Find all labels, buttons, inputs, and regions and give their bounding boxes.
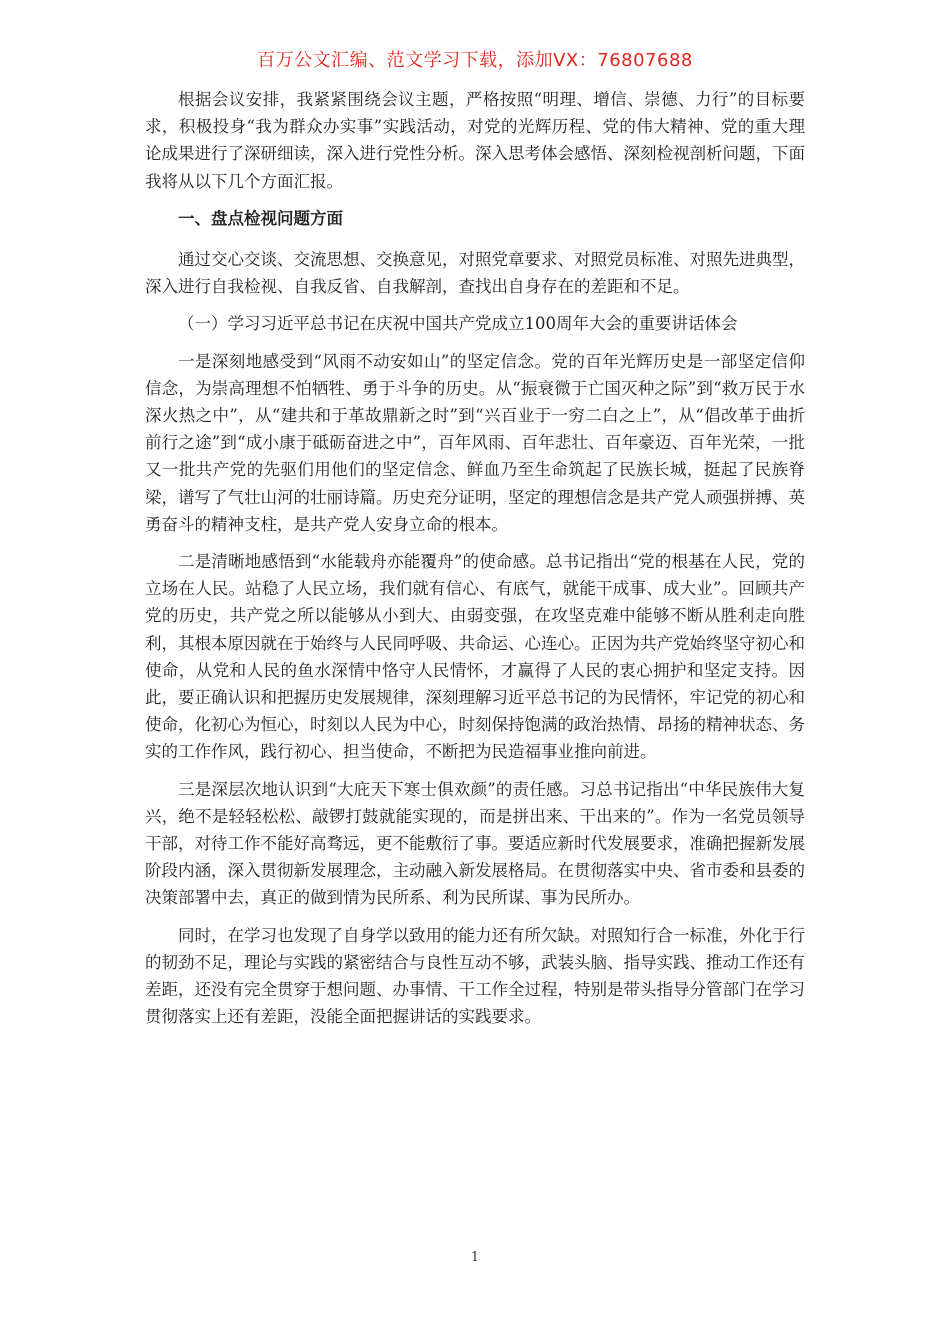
section-heading: 一、盘点检视问题方面 [178,208,343,228]
paragraph: 二是清晰地感悟到“水能载舟亦能覆舟”的使命感。总书记指出“党的根基在人民，党的立场在人民。站稳了人民立场，我们就有信心、有底气，就能干成事、成大业”。回顾共产党的历史，共产党之所以能够从小到大、由弱变强，在攻坚克难中能够不断从胜利走向胜利，其根本原因就在于始终与人民同呼吸、共命运、心连心。正因为共产党始终坚守初心和使命，从党和人民的鱼水深情中恪守人民情怀，才赢得了人民的衷心拥护和坚定支持。因此，要正确认识和把握历史发展规律，深刻理解习近平总书记的为民情怀，牢记党的初心和使命，化初心为恒心，时刻以人民为中心，时刻保持饱满的政治热情、昂扬的精神状态、务实的工作作风，践行初心、担当使命，不断把为民造福事业推向前进。 [145,552,805,762]
paragraph: 三是深层次地认识到“大庇天下寒士俱欢颜”的责任感。习总书记指出“中华民族伟大复兴，绝不是轻轻松松、敲锣打鼓就能实现的，而是拼出来、干出来的”。作为一名党员领导干部，对待工作不能好高骛远，更不能敷衍了事。要适应新时代发展要求，准确把握新发展阶段内涵，深入贯彻新发展理念，主动融入新发展格局。在贯彻落实中央、省市委和县委的决策部署中去，真正的做到情为民所系、利为民所谋、事为民所办。 [145,779,805,908]
paragraph: 一是深刻地感受到“风雨不动安如山”的坚定信念。党的百年光辉历史是一部坚定信仰信念，为崇高理想不怕牺牲、勇于斗争的历史。从“振衰微于亡国灭种之际”到“救万民于水深火热之中”，从“建共和于革故鼎新之时”到“兴百业于一穷二白之上”，从“倡改革于曲折前行之途”到“成小康于砥砺奋进之中”，百年风雨、百年悲壮、百年豪迈、百年光荣，一批又一批共产党的先驱们用他们的坚定信念、鲜血乃至生命筑起了民族长城，挺起了民族脊梁，谱写了气壮山河的壮丽诗篇。历史充分证明，坚定的理想信念是共产党人顽强拼搏、英勇奋斗的精神支柱，是共产党人安身立命的根本。 [145,351,805,534]
document-body [145,86,805,1041]
promo-banner: 百万公文汇编、范文学习下载，添加VX：76807688 [257,50,693,71]
subsection-heading: （一）学习习近平总书记在庆祝中国共产党成立100周年大会的重要讲话体会 [178,314,738,334]
page-number: 1 [470,1250,480,1265]
intro-paragraph: 根据会议安排，我紧紧围绕会议主题，严格按照“明理、增信、崇德、力行”的目标要求，积极投身“我为群众办实事”实践活动，对党的光辉历程、党的伟大精神、党的重大理论成果进行了深研细读，深入进行党性分析。深入思考体会感悟、深刻检视剖析问题，下面我将从以下几个方面汇报。 [145,90,805,191]
paragraph: 同时，在学习也发现了自身学以致用的能力还有所欠缺。对照知行合一标准，外化于行的韧劲不足，理论与实践的紧密结合与良性互动不够，武装头脑、指导实践、推动工作还有差距，还没有完全贯穿于想问题、办事情、干工作全过程，特别是带头指导分管部门在学习贯彻落实上还有差距，没能全面把握讲话的实践要求。 [145,925,805,1027]
paragraph: 通过交心交谈、交流思想、交换意见，对照党章要求、对照党员标准、对照先进典型，深入进行自我检视、自我反省、自我解剖，查找出自身存在的差距和不足。 [145,250,805,297]
